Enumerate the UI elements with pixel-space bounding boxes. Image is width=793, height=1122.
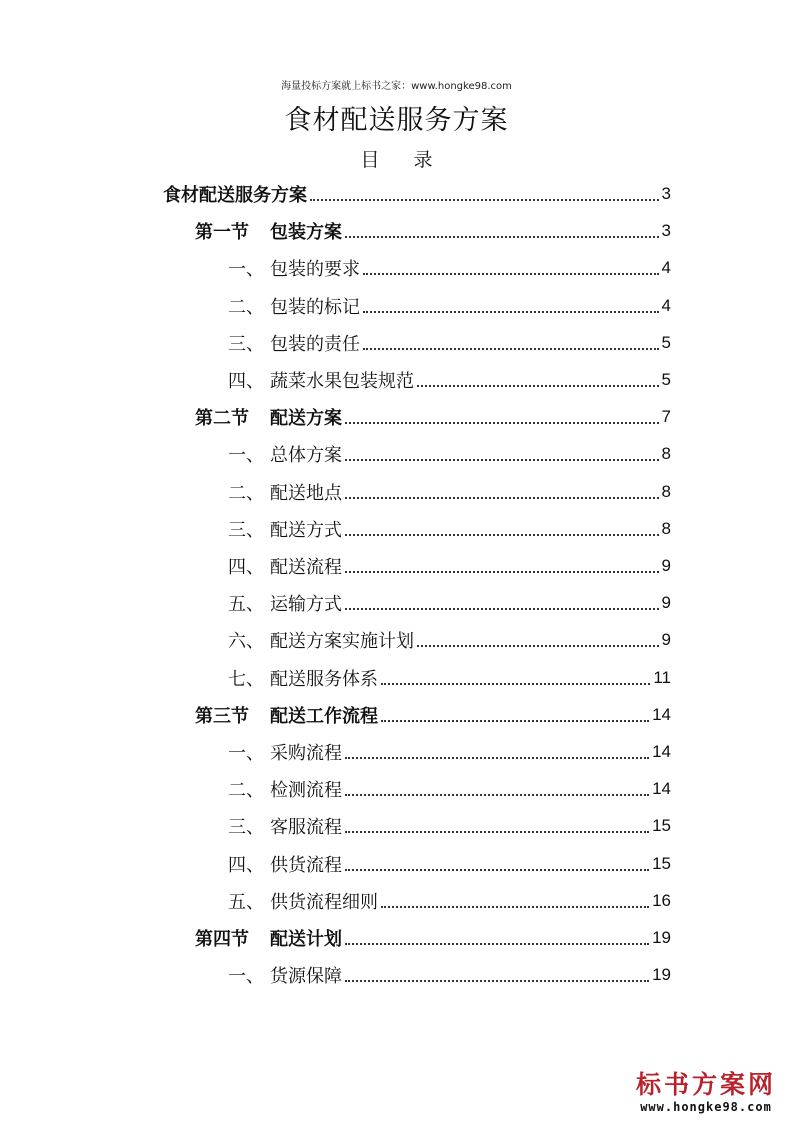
toc-entry[interactable] — [228, 660, 671, 696]
toc-entry[interactable] — [228, 548, 671, 584]
toc-entry-number: 二、 — [228, 482, 264, 504]
toc-entry[interactable] — [228, 622, 671, 658]
toc-dot-leader — [345, 534, 659, 536]
toc-entry-label — [195, 702, 378, 728]
toc-entry-number: 三、 — [228, 817, 264, 839]
toc-dot-leader — [345, 459, 659, 461]
toc-entry-label — [228, 553, 342, 579]
toc-entry[interactable] — [228, 734, 671, 770]
toc-entry-text: 包装的标记 — [270, 296, 360, 318]
toc-dot-leader — [345, 757, 649, 759]
toc-entry-text: 总体方案 — [270, 445, 342, 467]
toc-entry-label — [228, 441, 342, 467]
toc-entry-page: 15 — [652, 816, 671, 836]
toc-entry[interactable] — [228, 846, 671, 882]
toc-entry-label — [228, 888, 378, 914]
toc-entry-number: 三、 — [228, 519, 264, 541]
toc-entry[interactable] — [228, 511, 671, 547]
toc-entry-page: 19 — [652, 928, 671, 947]
toc-entry-page: 4 — [661, 258, 671, 278]
toc-entry-number: 三、 — [228, 333, 264, 355]
toc-entry-number: 一、 — [228, 743, 264, 764]
toc-entry-page: 19 — [652, 965, 671, 985]
toc-dot-leader — [417, 645, 659, 647]
toc-entry-page: 14 — [652, 704, 671, 724]
toc-entry-text: 配送地点 — [270, 482, 342, 504]
toc-entry[interactable] — [195, 399, 671, 435]
toc-entry-number: 一、 — [228, 259, 264, 281]
toc-dot-leader — [345, 497, 659, 499]
toc-dot-leader — [345, 831, 649, 833]
toc-entry-number: 第一节 — [195, 222, 249, 244]
toc-entry-page: 11 — [653, 667, 671, 687]
toc-entry-text: 客服流程 — [270, 817, 342, 839]
toc-entry-text: 采购流程 — [270, 743, 342, 764]
toc-dot-leader — [417, 385, 659, 387]
toc-entry-label — [228, 962, 342, 988]
toc-entry-number: 一、 — [228, 966, 264, 988]
toc-entry-text: 配送工作流程 — [270, 705, 378, 727]
watermark-logo — [631, 1070, 781, 1114]
toc-entry-label — [228, 590, 342, 616]
toc-entry-page: 9 — [661, 556, 671, 575]
document-title: 食材配送服务方案 — [284, 105, 509, 136]
toc-entry[interactable] — [228, 325, 671, 361]
toc-dot-leader — [345, 571, 659, 573]
toc-dot-leader — [345, 794, 649, 796]
toc-entry-number: 二、 — [228, 296, 264, 318]
toc-entry-label — [228, 627, 414, 653]
toc-dot-leader — [345, 943, 649, 945]
toc-entry-number: 四、 — [228, 371, 264, 392]
toc-entry[interactable] — [195, 697, 671, 733]
toc-entry-text: 供货流程 — [270, 854, 342, 876]
toc-entry[interactable] — [228, 771, 671, 807]
toc-entry-label — [228, 330, 360, 356]
toc-dot-leader — [345, 422, 659, 424]
toc-dot-leader — [345, 980, 649, 982]
toc-entry-label — [228, 813, 342, 839]
toc-entry[interactable] — [228, 585, 671, 621]
toc-entry-label — [228, 367, 414, 393]
toc-dot-leader — [363, 348, 659, 350]
toc-entry-text: 货源保障 — [270, 966, 342, 988]
toc-entry-label — [228, 851, 342, 877]
toc-entry-label — [195, 925, 342, 951]
header-note: 海量投标方案就上标书之家：www.hongke98.com — [281, 81, 512, 92]
toc-entry-page: 9 — [661, 630, 671, 650]
toc-entry[interactable] — [228, 957, 671, 993]
toc-entry[interactable] — [228, 288, 671, 324]
watermark-url: www.hongke98.com — [640, 1100, 772, 1114]
toc-entry-text: 包装方案 — [270, 222, 342, 244]
toc-entry[interactable] — [195, 213, 671, 249]
toc-entry-page: 8 — [661, 481, 671, 501]
toc-dot-leader — [363, 273, 659, 275]
toc-entry-label — [228, 293, 360, 319]
toc-dot-leader — [345, 869, 649, 871]
toc-entry-text: 运输方式 — [270, 594, 342, 616]
toc-dot-leader — [381, 683, 650, 685]
toc-entry-text: 包装的责任 — [270, 333, 360, 355]
toc-entry-number: 第四节 — [195, 929, 249, 950]
toc-entry-label — [228, 516, 342, 542]
toc-entry-number: 第三节 — [195, 705, 249, 727]
toc-entry-text: 配送方式 — [270, 519, 342, 541]
toc-entry-label — [228, 255, 360, 281]
toc-entry-page: 5 — [661, 332, 671, 352]
toc-entry-text: 检测流程 — [270, 780, 342, 802]
toc-entry-page: 5 — [661, 370, 671, 389]
toc-entry-page: 14 — [652, 742, 671, 761]
toc-entry-page: 9 — [661, 593, 671, 613]
toc-entry-number: 一、 — [228, 445, 264, 467]
toc-entry-label — [195, 218, 342, 244]
toc-dot-leader — [310, 199, 659, 201]
toc-entry[interactable] — [228, 808, 671, 844]
toc-entry-number: 四、 — [228, 557, 264, 578]
toc-entry-text: 供货流程细则 — [270, 891, 378, 913]
toc-entry-number: 五、 — [228, 891, 264, 913]
toc-entry-number: 六、 — [228, 631, 264, 653]
toc-entry-label — [195, 404, 342, 430]
toc-dot-leader — [363, 311, 659, 313]
toc-entry[interactable] — [228, 362, 671, 398]
toc-entry[interactable] — [228, 883, 671, 919]
toc-entry-text: 包装的要求 — [270, 259, 360, 281]
toc-dot-leader — [345, 236, 659, 238]
toc-entry-label — [228, 776, 342, 802]
toc-entry-page: 8 — [661, 518, 671, 538]
toc-entry[interactable] — [228, 436, 671, 472]
toc-entry-page: 8 — [661, 444, 671, 464]
toc-entry-text: 配送服务体系 — [270, 668, 378, 690]
toc-entry-text: 配送方案实施计划 — [270, 631, 414, 653]
toc-entry[interactable] — [228, 474, 671, 510]
toc-entry-page: 15 — [652, 853, 671, 873]
toc-entry-text: 蔬菜水果包装规范 — [270, 371, 414, 392]
toc-entry[interactable] — [195, 920, 671, 956]
toc-entry-number: 五、 — [228, 594, 264, 616]
toc-dot-leader — [345, 608, 659, 610]
toc-entry-page: 16 — [652, 890, 671, 910]
toc-entry-label — [228, 665, 378, 691]
toc-entry-page: 14 — [652, 779, 671, 799]
toc-dot-leader — [381, 906, 649, 908]
toc-entry-page: 7 — [661, 407, 671, 427]
toc-entry-label — [163, 181, 307, 207]
toc-entry-label — [228, 479, 342, 505]
toc-entry-text: 配送方案 — [270, 408, 342, 430]
toc-heading: 目 录 — [360, 149, 447, 171]
toc-entry[interactable] — [228, 250, 671, 286]
watermark-name: 标书方案网 — [635, 1070, 776, 1099]
toc-entry-text: 食材配送服务方案 — [163, 185, 307, 206]
toc-entry-label — [228, 739, 342, 765]
toc-entry-page: 3 — [661, 184, 671, 203]
toc-entry-page: 4 — [661, 295, 671, 315]
toc-entry-number: 第二节 — [195, 408, 249, 430]
toc-entry-number: 四、 — [228, 854, 264, 876]
toc-entry-text: 配送计划 — [270, 929, 342, 950]
toc-entry[interactable] — [163, 176, 671, 212]
toc-entry-page: 3 — [661, 221, 671, 241]
toc-entry-number: 七、 — [228, 668, 264, 690]
toc-dot-leader — [381, 720, 649, 722]
toc-entry-number: 二、 — [228, 780, 264, 802]
toc-entry-text: 配送流程 — [270, 557, 342, 578]
